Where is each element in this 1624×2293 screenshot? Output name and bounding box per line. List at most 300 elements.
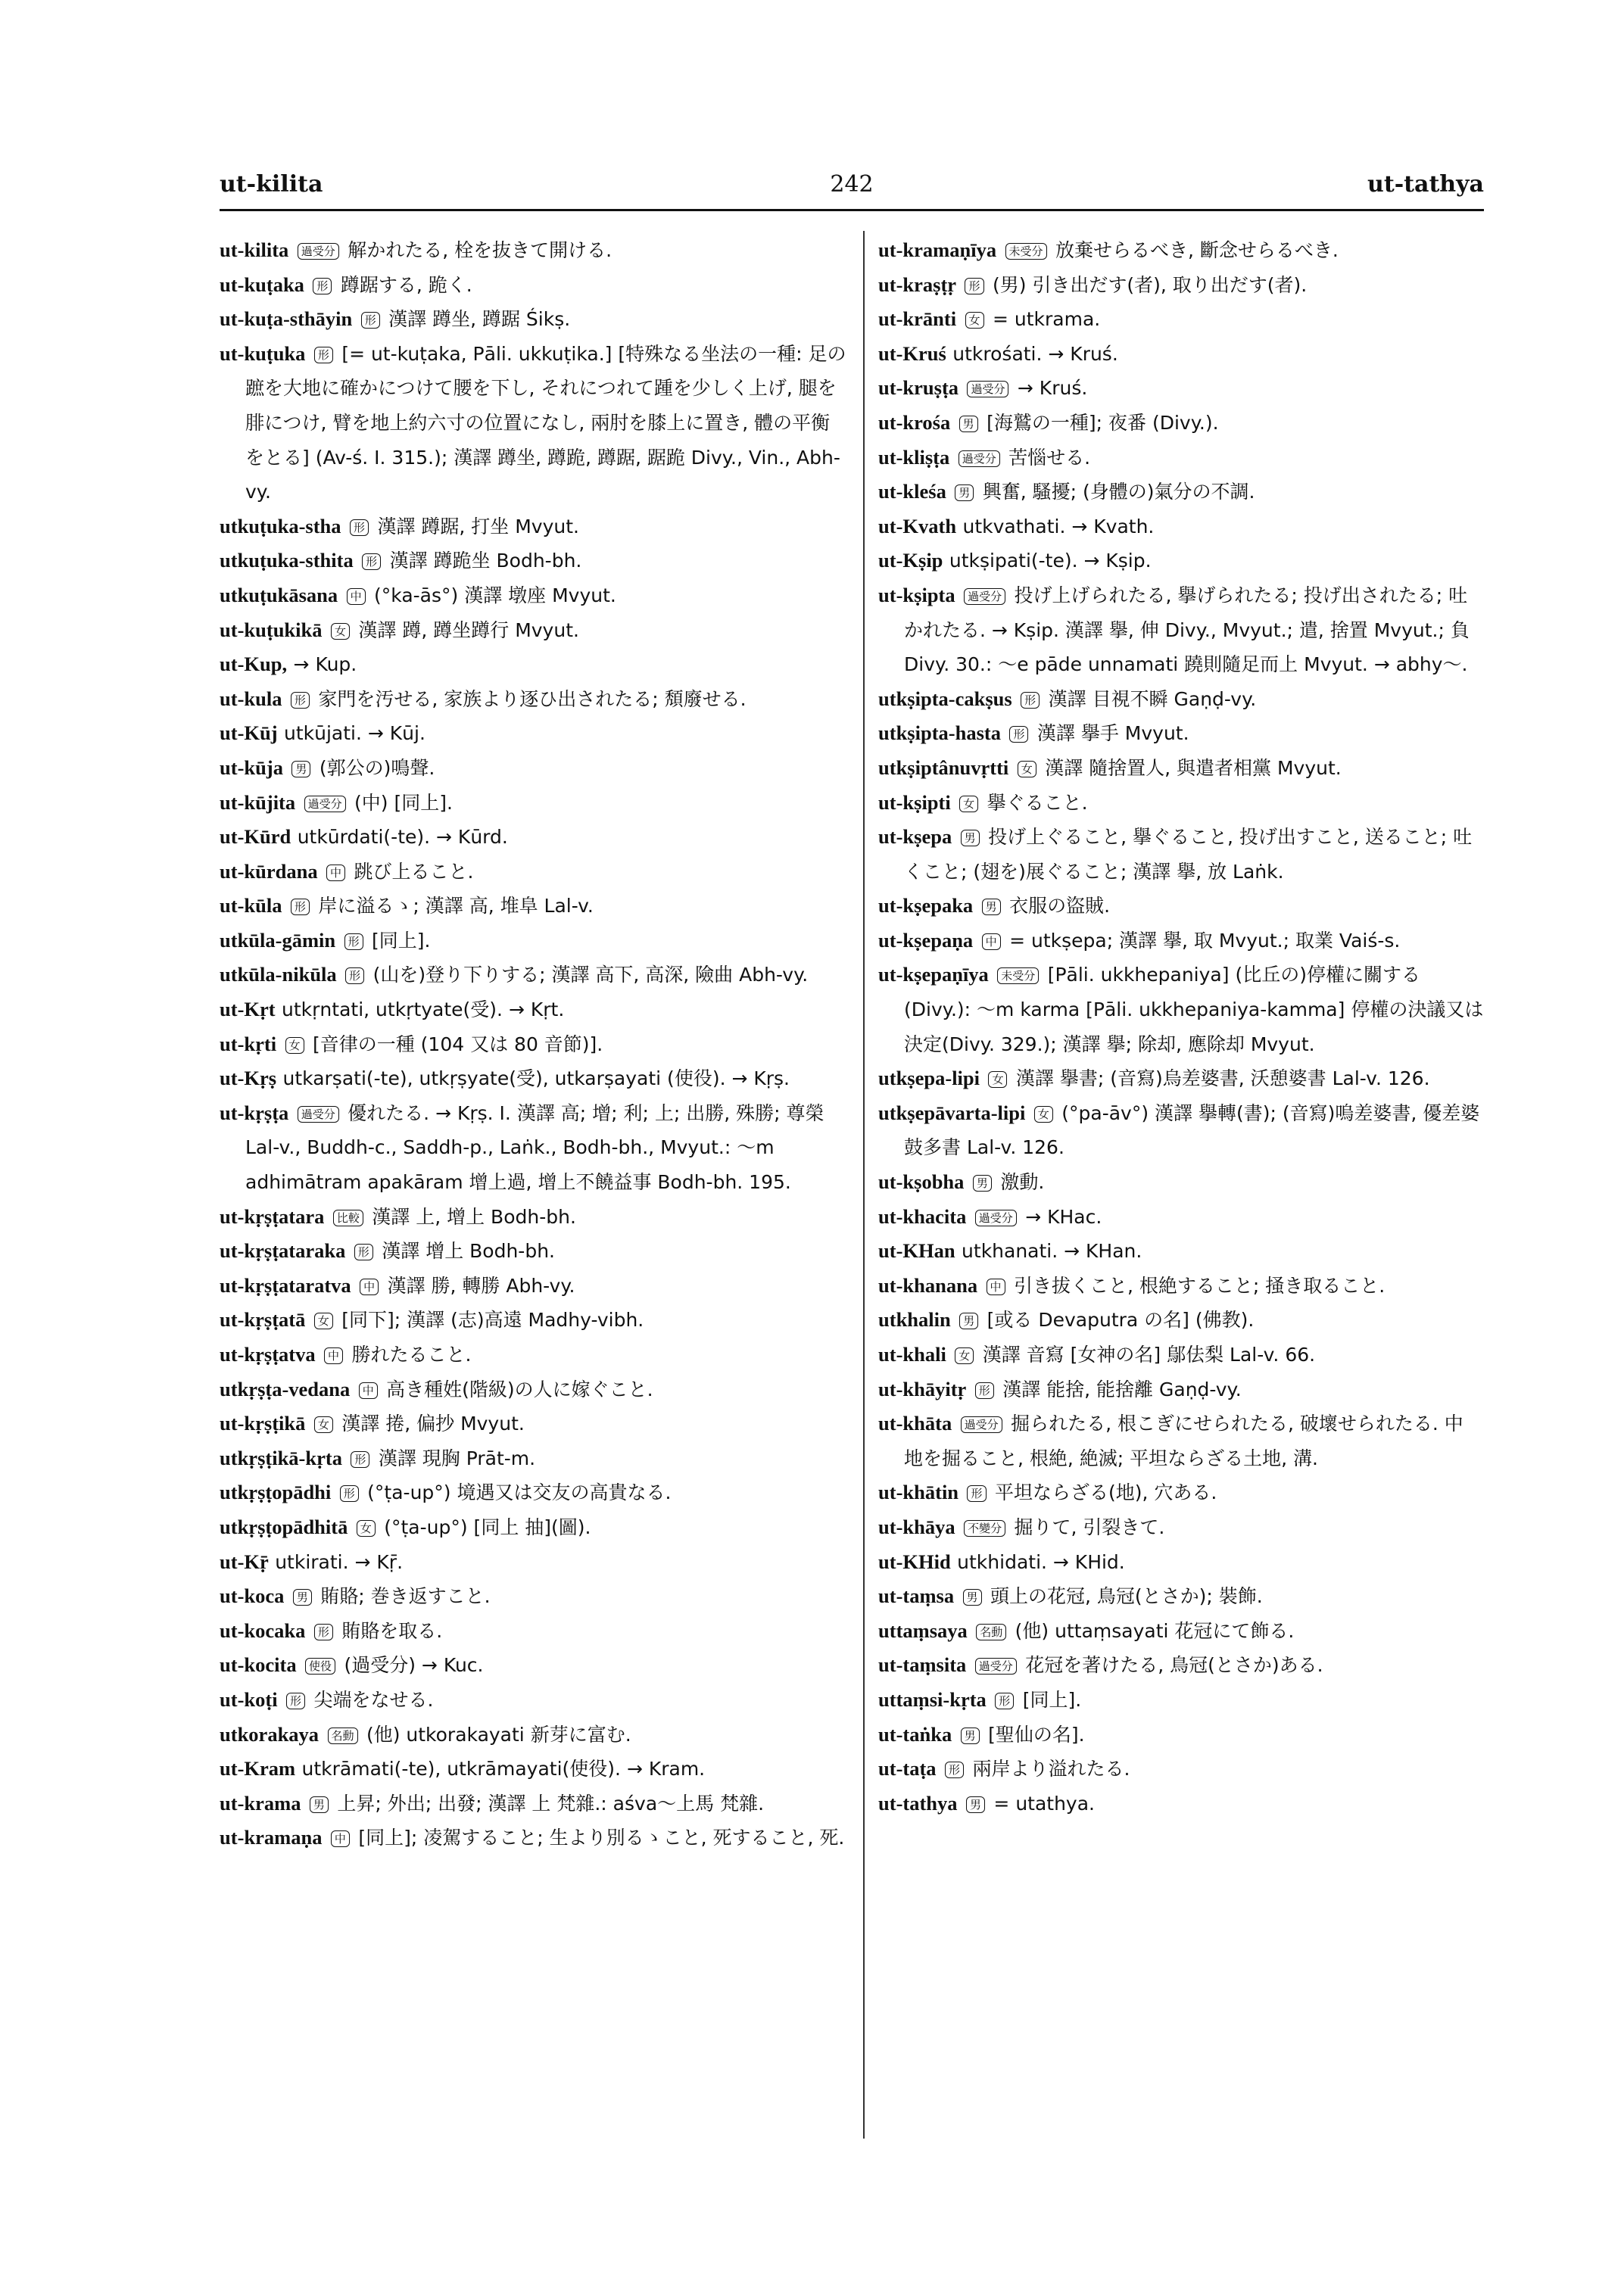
dictionary-entry [220,1303,848,1338]
dictionary-entry [878,682,1484,717]
grammar-tag: 男 [961,1728,980,1744]
dictionary-entry [220,1269,848,1304]
entry-headword: ut-taṭa [878,1757,937,1781]
grammar-tag: 形 [995,1693,1014,1709]
dictionary-entry [878,578,1484,682]
grammar-tag: 女 [1034,1106,1053,1123]
entry-headword: ut-kṣepaka [878,894,974,918]
entry-headword: ut-Kṛṣ [220,1067,277,1090]
grammar-tag: 形 [350,519,369,536]
entry-definition: 勝れたること. [351,1344,472,1366]
dictionary-entry [220,1061,848,1096]
entry-headword: utkṣipta-cakṣus [878,687,1012,710]
entry-headword: ut-Kup, [220,653,288,676]
entry-headword: ut-krānti [878,307,957,331]
dictionary-entry [878,1579,1484,1614]
entry-headword: utkhalin [878,1308,951,1332]
entry-definition: 擧ぐること. [987,791,1088,814]
grammar-tag: 形 [354,1244,373,1260]
entry-definition: [聖仙の名]. [988,1723,1085,1746]
entry-definition: utkrośati. → Kruś. [952,342,1118,365]
column-divider [863,231,865,2139]
entry-definition: [同上]. [372,929,431,952]
entry-definition: 跳び上ること. [354,860,474,883]
grammar-tag: 過受分 [304,796,346,812]
entry-headword: ut-kṛṣṭa [220,1101,289,1124]
entry-definition: 漢譯 勝, 轉勝 Abh-vy. [387,1274,575,1297]
dictionary-entry [878,1234,1484,1269]
entry-definition: utkarṣati(-te), utkṛṣyate(受), utkarṣayati (使役). → Kṛṣ. [282,1067,790,1090]
dictionary-entry [220,578,848,613]
entry-definition: 賄賂; 巻き返すこと. [320,1585,491,1608]
entry-definition: 激動. [1000,1171,1045,1194]
entry-definition: 興奮, 騷擾; (身體の)氣分の不調. [982,481,1255,503]
dictionary-entry [878,1752,1484,1787]
grammar-tag: 過受分 [975,1658,1017,1675]
entry-headword: ut-kṣipti [878,790,951,814]
entry-headword: ut-kṛṣṭatā [220,1308,306,1332]
entry-definition: → Kruś. [1017,377,1088,400]
header-right-headword: ut-tathya [1367,171,1484,198]
entry-headword: ut-Kṣip [878,549,943,572]
entry-definition: 漢譯 蹲, 蹲坐蹲行 Mvyut. [358,618,579,641]
entry-headword: ut-kramaṇīya [878,238,997,261]
grammar-tag: 形 [314,1624,333,1640]
grammar-tag: 使役 [305,1658,335,1675]
entry-headword: ut-kṣepaṇīya [878,963,989,986]
dictionary-entry [878,268,1484,303]
entry-headword: ut-kṛti [220,1032,277,1055]
dictionary-entry [878,406,1484,441]
entry-definition: 解かれたる, 栓を抜きて開ける. [348,239,613,261]
grammar-tag: 形 [361,312,380,329]
entry-headword: ut-kuṭuka [220,341,306,365]
dictionary-entry [220,889,848,924]
entry-headword: ut-koca [220,1584,285,1608]
entry-definition: (°ṭa-up°) [同上 抽](圖). [384,1516,591,1538]
entry-definition: 漢譯 擧手 Mvyut. [1036,722,1189,745]
right-column [878,233,1484,1821]
grammar-tag: 未受分 [997,967,1039,984]
grammar-tag: 中 [326,865,345,881]
entry-headword: ut-krama [220,1791,301,1815]
entry-definition: 漢譯 蹲坐, 蹲踞 Śikṣ. [388,308,571,331]
entry-headword: ut-kṣepa [878,825,952,849]
grammar-tag: 男 [963,1589,982,1606]
entry-headword: ut-tathya [878,1791,958,1815]
grammar-tag: 不變分 [964,1520,1005,1537]
grammar-tag: 女 [357,1520,376,1537]
dictionary-entry [220,302,848,337]
entry-headword: ut-kūjita [220,790,296,814]
grammar-tag: 女 [988,1071,1007,1088]
entry-headword: ut-KHid [878,1550,951,1573]
entry-headword: utkṛṣṭikā-kṛta [220,1446,342,1469]
entry-definition: [音律の一種 (104 又は 80 音節)]. [312,1033,603,1055]
grammar-tag: 男 [966,1796,985,1813]
dictionary-entry [220,1545,848,1580]
grammar-tag: 過受分 [961,1416,1002,1433]
entry-definition: 漢譯 蹲跪坐 Bodh-bh. [389,550,582,572]
entry-headword: ut-kūja [220,756,283,779]
dictionary-entry [878,1407,1484,1475]
entry-definition: (中) [同上]. [354,791,453,814]
entry-definition: (°ṭa-up°) 境遇又は交友の高貴なる. [367,1481,672,1504]
entry-headword: ut-taṃsa [878,1584,955,1608]
entry-headword: ut-khātin [878,1481,959,1504]
entry-definition: = utathya. [993,1792,1095,1815]
dictionary-entry [878,958,1484,1061]
entry-headword: utkṣiptânuvṛtti [878,756,1009,779]
grammar-tag: 名動 [976,1624,1006,1640]
entry-definition: utkrāmati(-te), utkrāmayati(使役). → Kram. [301,1758,706,1781]
grammar-tag: 女 [1018,761,1036,777]
grammar-tag: 女 [285,1037,304,1054]
entry-definition: 平坦ならざる(地), 穴ある. [994,1481,1217,1504]
grammar-tag: 形 [291,692,310,709]
entry-definition: (男) 引き出だす(者), 取り出だす(者). [992,273,1308,296]
entry-headword: utkṣepa-lipi [878,1067,980,1090]
entry-headword: utkuṭuka-sthita [220,549,354,572]
dictionary-entry [878,1614,1484,1649]
dictionary-entry [220,1441,848,1476]
entry-definition: utkirati. → Kṝ. [275,1550,404,1573]
entry-headword: utkṛṣṭopādhitā [220,1515,348,1538]
dictionary-entry [220,992,848,1027]
entry-headword: utkuṭuka-stha [220,514,341,537]
entry-definition: 花冠を著けたる, 鳥冠(とさか)ある. [1025,1654,1323,1677]
entry-definition: 漢譯 現胸 Prāt-m. [378,1447,536,1469]
grammar-tag: 形 [291,899,310,915]
entry-headword: ut-kraṣṭṛ [878,273,957,296]
entry-definition: 投げ上げられたる, 擧げられたる; 投げ出されたる; 吐かれたる. → Kṣip. 漢譯 擧, 伸 Divy., Mvyut.; 遣, 捨置 Mvyut.; 負 Divy. 30.: ～e pāde unnamati 蹺則隨足而上 Mvyut. → abhy～. [904,584,1470,676]
grammar-tag: 女 [314,1313,333,1329]
entry-headword: utkṛṣṭopādhi [220,1481,332,1504]
dictionary-entry [878,1718,1484,1752]
entry-definition: 漢譯 能捨, 能捨離 Gaṇḍ-vy. [1002,1378,1242,1400]
grammar-tag: 形 [1009,726,1028,743]
entry-headword: ut-taṅka [878,1722,952,1746]
grammar-tag: 形 [313,278,332,294]
entry-definition: 掘りて, 引裂きて. [1014,1516,1165,1538]
entry-definition: 漢譯 增上 Bodh-bh. [382,1240,555,1263]
entry-headword: ut-kuṭaka [220,273,304,296]
grammar-tag: 形 [975,1382,994,1399]
entry-definition: [同上]. [1022,1688,1082,1711]
entry-definition: utkhidati. → KHid. [957,1550,1125,1573]
grammar-tag: 形 [945,1762,964,1778]
grammar-tag: 形 [286,1693,305,1709]
grammar-tag: 男 [291,761,310,777]
grammar-tag: 形 [362,553,381,570]
entry-definition: (°ka-ās°) 漢譯 墩座 Mvyut. [374,584,616,606]
entry-definition: (°pa-āv°) 漢譯 擧轉(書); (音寫)嗚差婆書, 優差婆鼓多書 Lal-v. 126. [904,1101,1480,1159]
entry-headword: ut-khāya [878,1515,955,1538]
entry-definition: 岸に溢るゝ; 漢譯 高, 堆阜 Lal-v. [318,895,594,918]
entry-definition: (他) utkorakayati 新芽に富む. [366,1723,631,1746]
entry-headword: ut-Kṝ [220,1550,269,1573]
grammar-tag: 形 [967,1485,986,1502]
entry-definition: = utkrama. [992,308,1101,331]
dictionary-entry [220,682,848,717]
entry-headword: ut-koṭi [220,1687,278,1711]
grammar-tag: 比較 [333,1210,363,1226]
grammar-tag: 男 [310,1796,329,1813]
grammar-tag: 男 [293,1589,312,1606]
entry-definition: 掘られたる, 根こぎにせられたる, 破壞せられたる. 中 地を掘ること, 根絶, 絶滅; 平坦ならざる土地, 溝. [904,1413,1463,1469]
grammar-tag: 過受分 [967,381,1008,397]
dictionary-entry [878,441,1484,475]
dictionary-entry [878,1510,1484,1545]
grammar-tag: 未受分 [1005,243,1047,260]
entry-headword: ut-kleśa [878,480,946,503]
entry-definition: 優れたる. → Kṛṣ. I. 漢譯 高; 增; 利; 上; 出勝, 殊勝; 尊榮 Lal-v., Buddh-c., Saddh-p., Laṅk., Bodh-bh., Mvyut.: ～m adhimātram apakāram 增上過, 增上不饒益事 Bodh-bh. 195. [245,1101,824,1194]
grammar-tag: 名動 [328,1728,358,1744]
entry-headword: ut-kramaṇa [220,1826,323,1849]
dictionary-entry [220,613,848,648]
dictionary-entry [220,1234,848,1269]
entry-definition: 兩岸より溢れたる. [972,1758,1130,1781]
entry-definition: utkvathati. → Kvath. [962,515,1155,537]
entry-definition: 苦惱せる. [1008,446,1091,469]
dictionary-entry [878,544,1484,578]
dictionary-entry [220,786,848,821]
dictionary-entry [220,1200,848,1235]
dictionary-entry [878,1269,1484,1304]
entry-definition: 投げ上ぐること, 擧ぐること, 投げ出すこと, 送ること; 吐くこと; (翅を)展ぐること; 漢譯 擧, 放 Laṅk. [904,826,1473,883]
entry-definition: (他) uttaṃsayati 花冠にて飾る. [1015,1619,1295,1642]
entry-definition: 漢譯 擧書; (音寫)烏差婆書, 沃憩婆書 Lal-v. 126. [1015,1067,1430,1090]
dictionary-entry [878,820,1484,889]
entry-headword: ut-KHan [878,1239,955,1263]
dictionary-entry [878,1372,1484,1407]
entry-headword: ut-kilita [220,238,289,261]
entry-headword: ut-taṃsita [878,1653,967,1677]
entry-headword: ut-kula [220,687,282,710]
entry-definition: 蹲踞する, 跪く. [340,273,472,296]
grammar-tag: 女 [955,1347,974,1364]
dictionary-entry [878,371,1484,406]
entry-definition: → KHac. [1025,1205,1102,1228]
entry-headword: ut-kṣepaṇa [878,928,974,952]
entry-definition: 放棄せらるべき, 斷念せらるべき. [1055,239,1339,261]
entry-definition: 尖端をなせる. [313,1688,434,1711]
grammar-tag: 男 [955,484,974,501]
entry-headword: ut-khali [878,1343,946,1366]
grammar-tag: 形 [965,278,983,294]
dictionary-entry [220,337,848,509]
entry-headword: utkṣipta-hasta [878,721,1001,745]
dictionary-entry [878,337,1484,372]
dictionary-entry [220,1510,848,1545]
entry-definition: [海鷲の一種]; 夜番 (Divy.). [987,411,1219,434]
entry-definition: [或る Devaputra の名] (佛教). [987,1309,1255,1332]
entry-headword: ut-Kūrd [220,825,291,849]
entry-headword: ut-Kūj [220,721,278,745]
dictionary-entry [220,958,848,992]
dictionary-entry [220,1407,848,1441]
grammar-tag: 形 [344,933,363,950]
entry-headword: ut-krośa [878,410,951,434]
entry-definition: (過受分) → Kuc. [344,1654,484,1677]
grammar-tag: 中 [359,1382,378,1399]
dictionary-entry [878,716,1484,751]
entry-headword: ut-kṛṣṭataraka [220,1239,346,1263]
header-rule [220,209,1484,211]
grammar-tag: 過受分 [298,1106,339,1123]
dictionary-entry [878,1475,1484,1510]
grammar-tag: 過受分 [975,1210,1017,1226]
entry-headword: ut-kṣipta [878,583,955,606]
dictionary-entry [878,475,1484,509]
dictionary-entry [220,1475,848,1510]
entry-headword: utkṛṣṭa-vedana [220,1377,351,1400]
dictionary-entry [878,302,1484,337]
grammar-tag: 過受分 [298,243,339,260]
dictionary-entry [878,1200,1484,1235]
dictionary-entry [878,1648,1484,1683]
entry-headword: ut-Kruś [878,341,946,365]
grammar-tag: 女 [331,623,350,640]
grammar-tag: 形 [351,1451,369,1468]
grammar-tag: 中 [324,1347,343,1364]
entry-definition: utkūrdati(-te). → Kūrd. [297,826,508,849]
entry-definition: 漢譯 隨捨置人, 與遣者相黨 Mvyut. [1045,756,1342,779]
entry-definition: [Pāli. ukkhepaniya] (比丘の)停權に關する (Divy.): ～m karma [Pāli. ukkhepaniya-kamma] 停權の決議又は決定(Divy. 329.); 漢譯 擧; 除却, 應除却 Mvyut. [904,964,1484,1055]
grammar-tag: 中 [982,933,1001,950]
entry-definition: 漢譯 音寫 [女神の名] 鄔佉梨 Lal-v. 66. [982,1344,1316,1366]
grammar-tag: 形 [345,967,364,984]
dictionary-entry [220,1614,848,1649]
entry-headword: ut-kṛṣṭatva [220,1343,316,1366]
dictionary-entry [220,1338,848,1372]
grammar-tag: 中 [987,1279,1005,1295]
header-left-headword: ut-kilita [220,171,323,198]
entry-definition: [同上]; 凌駕すること; 生より別るゝこと, 死すること, 死. [358,1827,845,1849]
entry-headword: utkūla-nikūla [220,963,337,986]
dictionary-entry [878,1096,1484,1165]
entry-definition: 頭上の花冠, 鳥冠(とさか); 裝飾. [990,1585,1263,1608]
dictionary-entry [220,855,848,889]
dictionary-entry [878,1303,1484,1338]
entry-headword: ut-kūrdana [220,859,318,883]
dictionary-entry [220,509,848,544]
entry-headword: ut-khāyitṛ [878,1377,967,1400]
grammar-tag: 男 [982,899,1001,915]
entry-headword: ut-kuṭa-sthāyin [220,307,353,331]
grammar-tag: 女 [314,1416,333,1433]
page-number: 242 [830,171,874,198]
entry-headword: ut-kṛṣṭatara [220,1204,325,1228]
dictionary-entry [220,1027,848,1062]
entry-definition: 家門を汚せる, 家族より逐ひ出されたる; 頽廢せる. [318,687,747,710]
left-column [220,233,848,1855]
entry-definition: utkṣipati(-te). → Kṣip. [949,550,1152,572]
entry-definition: utkūjati. → Kūj. [284,722,425,745]
dictionary-entry [878,509,1484,544]
entry-headword: ut-kṣobha [878,1170,965,1194]
entry-definition: (山を)登り下りする; 漢譯 高下, 高深, 險曲 Abh-vy. [372,964,809,986]
dictionary-entry [220,751,848,786]
entry-definition: → Kup. [293,653,357,676]
grammar-tag: 中 [331,1830,350,1847]
grammar-tag: 男 [961,830,980,846]
dictionary-entry [220,924,848,958]
grammar-tag: 男 [959,1313,978,1329]
entry-definition: 賄賂を取る. [341,1619,443,1642]
entry-definition: = utkṣepa; 漢譯 擧, 取 Mvyut.; 取業 Vaiś-s. [1009,929,1401,952]
dictionary-entry [878,1545,1484,1580]
entry-headword: uttaṃsi-kṛta [878,1687,987,1711]
entry-headword: ut-Kvath [878,514,957,537]
entry-headword: ut-kocita [220,1653,297,1677]
dictionary-entry [878,1165,1484,1200]
entry-definition: 漢譯 目視不瞬 Gaṇḍ-vy. [1048,687,1257,710]
entry-definition: 漢譯 蹲踞, 打坐 Mvyut. [377,515,579,537]
dictionary-entry [220,544,848,578]
entry-definition: utkhanati. → KHan. [962,1240,1142,1263]
dictionary-entry [220,1821,848,1855]
entry-definition: [= ut-kuṭaka, Pāli. ukkuṭika.] [特殊なる坐法の一種: 足の蹠を大地に確かにつけて腰を下し, それにつれて踵を少しく上げ, 腿を腓につけ, 臂を地上約六寸の位置になし, 兩肘を膝上に置き, 體の平衡をとる] (Av-ś. I. 315.); 漢譯 蹲坐, 蹲跪, 蹲踞, 踞跪 Divy., Vin., Abh-vy. [245,342,846,503]
dictionary-entry [220,647,848,682]
dictionary-entry [220,820,848,855]
entry-headword: utkuṭukāsana [220,583,338,606]
dictionary-entry [220,1752,848,1787]
dictionary-entry [878,1061,1484,1096]
grammar-tag: 中 [360,1279,379,1295]
grammar-tag: 女 [965,312,984,329]
dictionary-entry [220,1648,848,1683]
grammar-tag: 女 [959,796,978,812]
entry-definition: 漢譯 上, 增上 Bodh-bh. [372,1205,576,1228]
grammar-tag: 形 [1021,692,1040,709]
dictionary-entry [220,268,848,303]
grammar-tag: 形 [314,347,333,363]
grammar-tag: 中 [347,588,366,605]
entry-headword: ut-khacita [878,1204,967,1228]
entry-headword: ut-kṛṣṭataratva [220,1273,351,1297]
grammar-tag: 過受分 [964,588,1005,605]
entry-definition: [同下]; 漢譯 (志)高遠 Madhy-vibh. [341,1309,644,1332]
dictionary-entry [220,716,848,751]
entry-definition: 衣服の盜賊. [1009,895,1111,918]
entry-headword: utkṣepāvarta-lipi [878,1101,1026,1124]
entry-definition: 引き拔くこと, 根絶すること; 掻き取ること. [1013,1274,1386,1297]
dictionary-entry [878,751,1484,786]
dictionary-entry [878,233,1484,268]
entry-headword: ut-kliṣṭa [878,445,950,469]
grammar-tag: 過受分 [959,450,1000,467]
dictionary-entry [220,1718,848,1752]
dictionary-entry [220,1579,848,1614]
dictionary-entry [878,1683,1484,1718]
dictionary-entry [220,1787,848,1821]
entry-headword: ut-kruṣṭa [878,376,959,400]
entry-headword: ut-kuṭukikā [220,618,323,641]
entry-headword: ut-Kṛt [220,998,276,1021]
entry-headword: ut-kūla [220,894,282,918]
entry-headword: ut-khāta [878,1412,952,1435]
grammar-tag: 形 [340,1485,359,1502]
entry-headword: uttaṃsaya [878,1618,968,1642]
entry-headword: ut-khanana [878,1273,978,1297]
entry-definition: 上昇; 外出; 出發; 漢譯 上 梵雜.: aśva～上馬 梵雜. [337,1792,765,1815]
grammar-tag: 男 [959,416,978,432]
dictionary-entry [878,1338,1484,1372]
dictionary-entry [220,1096,848,1200]
grammar-tag: 男 [973,1175,992,1192]
entry-headword: utkorakaya [220,1722,320,1746]
